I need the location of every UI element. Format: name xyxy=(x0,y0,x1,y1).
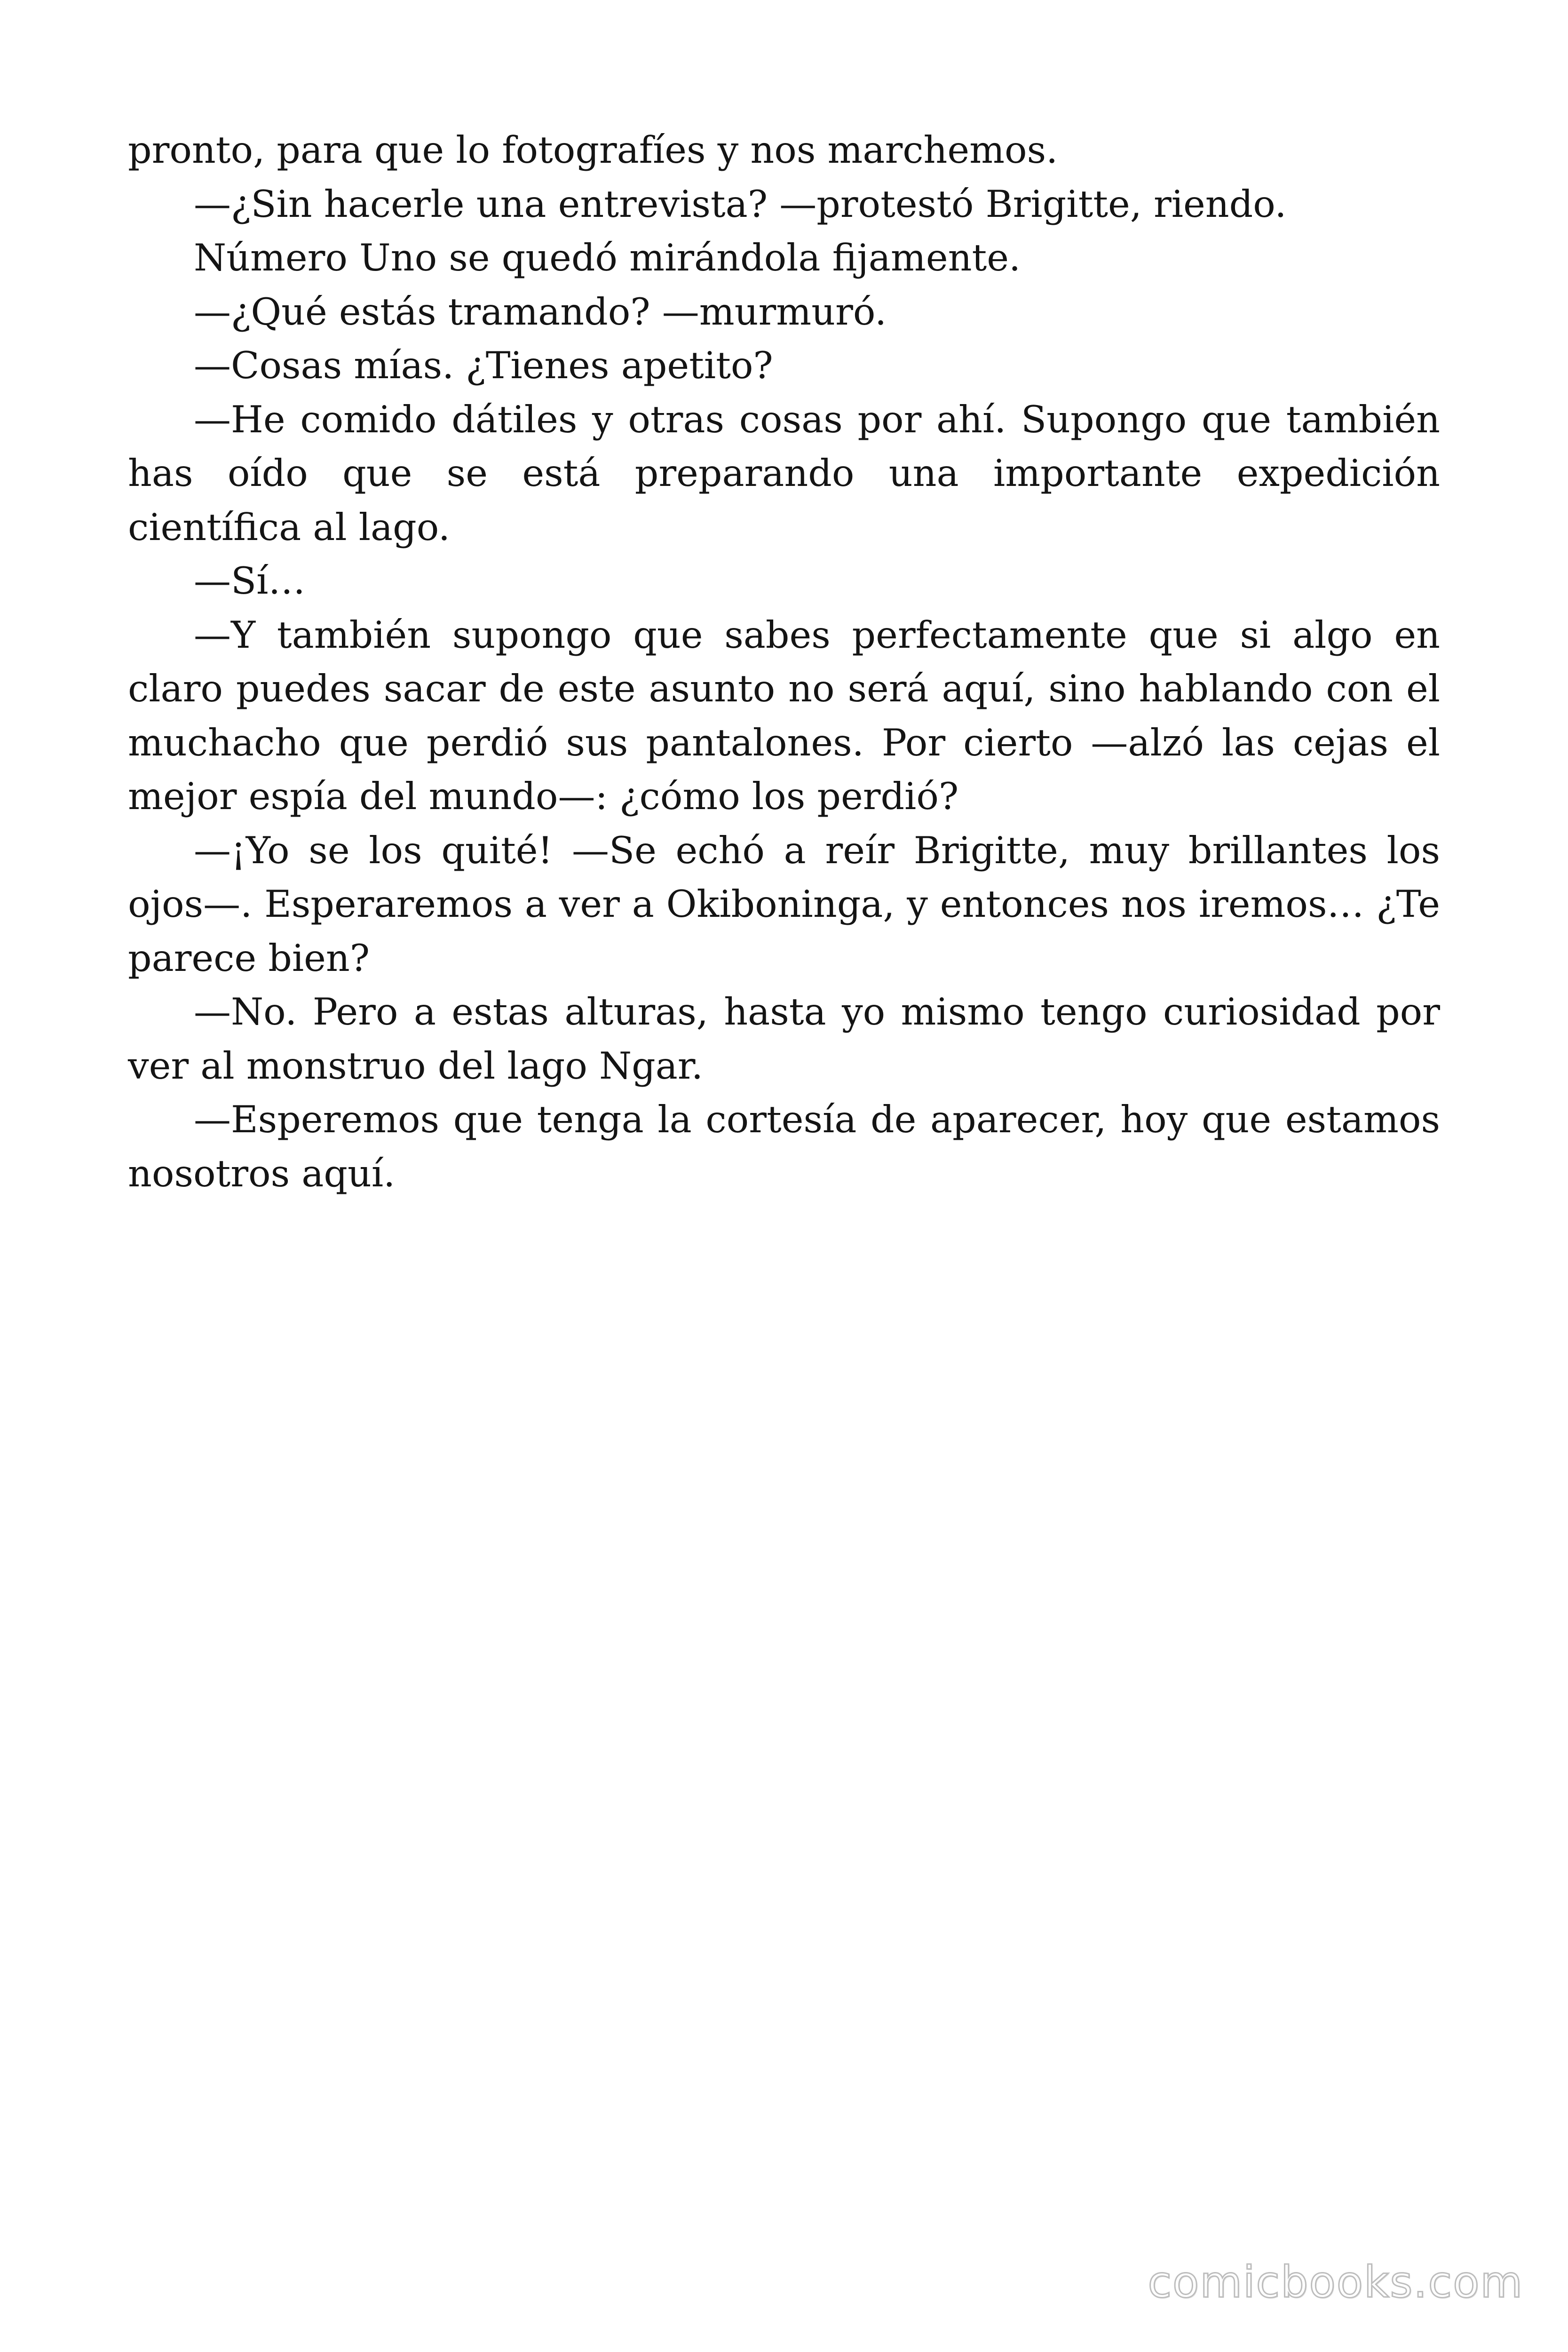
paragraph: pronto, para que lo fotografíes y nos marchemos. xyxy=(128,128,1058,172)
paragraph: —Cosas mías. ¿Tienes apetito? xyxy=(194,344,773,387)
paragraph: —Esperemos que tenga la cortesía de aparecer, hoy que estamos nosotros aquí. xyxy=(128,1098,1440,1195)
body-text xyxy=(128,123,1440,1200)
paragraph: —¡Yo se los quité! —Se echó a reír Brigitte, muy brillantes los ojos—. Esperaremos a ver a Okiboninga, y entonces nos iremos… ¿Te parece bien? xyxy=(128,828,1440,980)
paragraph: —¿Qué estás tramando? —murmuró. xyxy=(194,290,887,334)
paragraph: Número Uno se quedó mirándola fijamente. xyxy=(194,236,1021,279)
paragraph: —Sí… xyxy=(194,559,306,603)
watermark-logo: comicbooks.com xyxy=(1148,2257,1523,2307)
paragraph: —No. Pero a estas alturas, hasta yo mismo tengo curiosidad por ver al monstruo del lago Ngar. xyxy=(128,990,1440,1088)
paragraph: —¿Sin hacerle una entrevista? —protestó Brigitte, riendo. xyxy=(194,182,1287,226)
paragraph: —Y también supongo que sabes perfectamente que si algo en claro puedes sacar de este asunto no será aquí, sino hablando con el muchacho que perdió sus pantalones. Por cierto —alzó las cejas el mejor espía del mundo—: ¿cómo los perdió? xyxy=(128,613,1440,818)
paragraph: —He comido dátiles y otras cosas por ahí. Supongo que también has oído que se está preparando una importante expedición científica al lago. xyxy=(128,397,1440,549)
